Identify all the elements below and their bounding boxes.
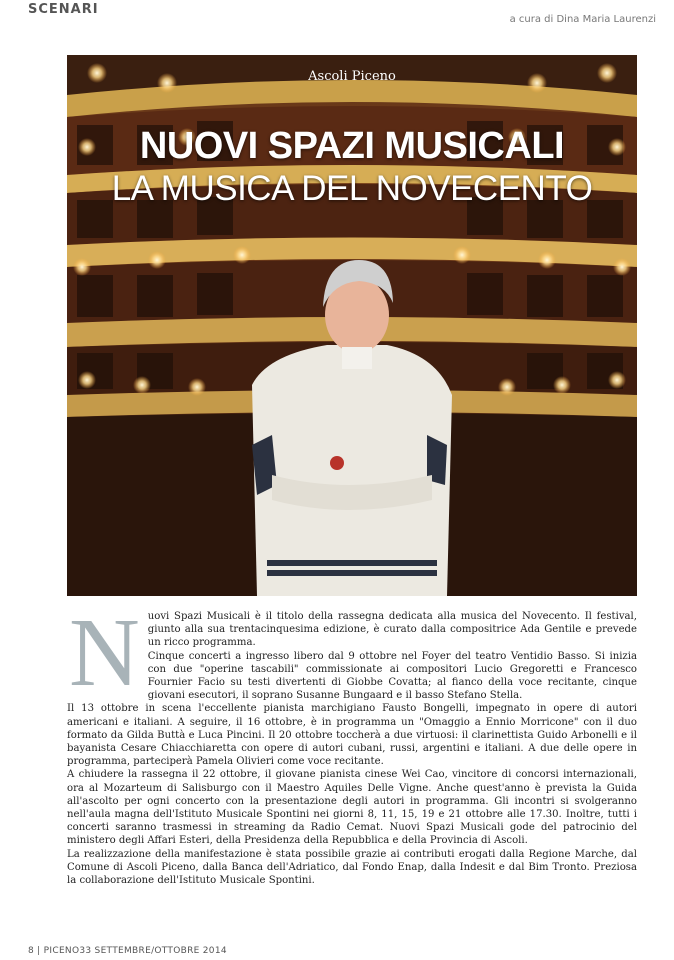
paragraph-1: uovi Spazi Musicali è il titolo della rassegna dedicata alla musica del Novecento. Il festival, giunto alla sua trentacinquesima edizione, è curato dalla compositrice Ada Gentile e prevede un ricco programma.	[147, 611, 637, 649]
subheadline: LA MUSICA DEL NOVECENTO	[111, 169, 593, 208]
curator-credit: a cura di Dina Maria Laurenzi	[509, 14, 656, 25]
drop-cap: N	[69, 599, 140, 707]
paragraph-3: Il 13 ottobre in scena l'eccellente pianista marchigiano Fausto Bongelli, impegnato in opere di autori americani e italiani. A seguire, il 16 ottobre, è in programma un "Omaggio a Ennio Morricone" con il duo formato da Gilda Buttà e Luca Pincini. Il 20 ottobre toccherà a due virtuosi: il clarinettista Guido Arbonelli e il bayanista Cesare Chiacchiaretta con opere di autori cubani, russi, argentini e italiani. A due delle opere in programma, parteciperà Pamela Olivieri come voce recitante.	[67, 703, 637, 768]
paragraph-4: A chiudere la rassegna il 22 ottobre, il giovane pianista cinese Wei Cao, vincitore di concorsi internazionali, ora al Mozarteum di Salisburgo con il Maestro Aquiles Delle Vigne. Anche quest'anno è prevista la Guida all'ascolto per ogni concerto con la presentazione degli autori in programma. Gli incontri si svolgeranno nell'aula magna dell'Istituto Musicale Spontini nei giorni 8, 11, 15, 19 e 21 ottobre alle 17.30. Inoltre, tutti i concerti saranno trasmessi in streaming da Radio Cemat. Nuovi Spazi Musicali gode del patrocinio del ministero degli Affari Esteri, della Presidenza della Repubblica e della Provincia di Ascoli.	[67, 769, 637, 847]
article-body	[67, 599, 637, 887]
hero-photo	[67, 55, 637, 596]
page-footer: 8 | PICENO33 SETTEMBRE/OTTOBRE 2014	[28, 946, 227, 956]
section-label: SCENARI	[28, 2, 99, 17]
location-label: Ascoli Piceno	[308, 69, 396, 84]
paragraph-5: La realizzazione della manifestazione è stata possibile grazie ai contributi erogati dalla Regione Marche, dal Comune di Ascoli Piceno, dalla Banca dell'Adriatico, dal Fondo Enap, dalla Indesit e dal Bim Tronto. Preziosa la collaborazione dell'Istituto Musicale Spontini.	[67, 848, 637, 887]
paragraph-2: Cinque concerti a ingresso libero dal 9 ottobre nel Foyer del teatro Ventidio Basso. Si inizia con due "operine tascabili" commissionate ai compositori Lucio Gregoretti e Francesco Fournier Facio su testi divertenti di Giobbe Covatta; al fianco della voce recitante, cinque giovani esecutori, il soprano Susanne Bungaard e il basso Stefano Stella.	[147, 650, 637, 702]
headline: NUOVI SPAZI MUSICALI	[139, 125, 565, 167]
